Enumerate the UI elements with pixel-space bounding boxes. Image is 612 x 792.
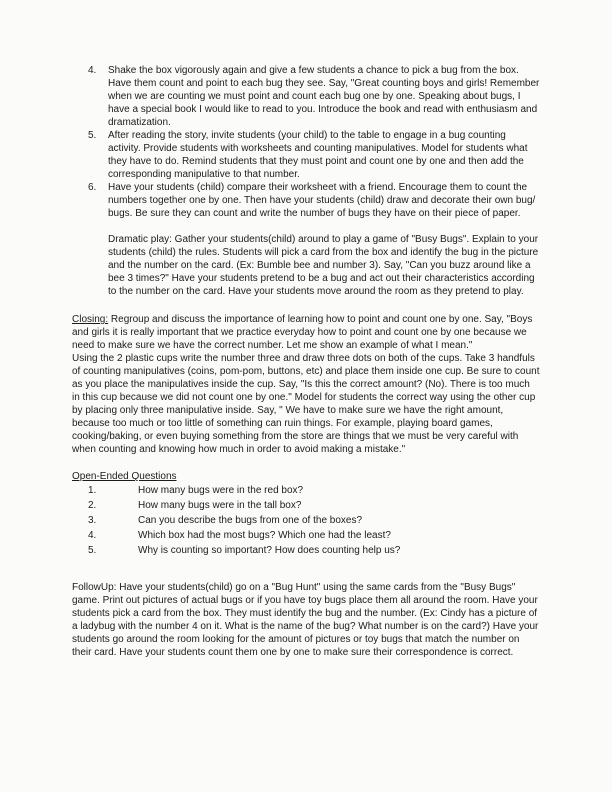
step-text: Have your students (child) compare their worksheet with a friend. Encourage them to count the numbers together one by one. Then have your students (child) draw and decorate their own bug/ bugs. Be sure they can count and write the number of bugs they have on their piece of paper.: [108, 182, 536, 219]
step-text: Shake the box vigorously again and give a few students a chance to pick a bug from the box. Have them count and point to each bug they see. Say, "Great counting boys and girls! Remember when we are counting we must point and count each bug one by one. Speaking about bugs, I have a special book I would like to read to you. Introduce the book and read with enthusiasm and dramatization.: [108, 65, 540, 128]
step-number: 5.: [88, 130, 97, 141]
question-row: [72, 528, 540, 543]
numbered-step: [88, 181, 540, 220]
question-number: 5.: [88, 545, 97, 556]
question-text: Which box had the most bugs? Which one had the least?: [138, 530, 391, 541]
document-content: [72, 64, 540, 659]
step-number: 4.: [88, 65, 97, 76]
open-ended-questions-heading: Open-Ended Questions: [72, 471, 177, 482]
closing-heading: Closing:: [72, 314, 109, 325]
followup-paragraph: FollowUp: Have your students(child) go on a "Bug Hunt" using the same cards from the "Busy Bugs" game. Print out pictures of actual bugs or if you have toy bugs place them all around the room. Have your students pick a card from the box. They must identify the bug and the number. (Ex: Cindy has a picture of a ladybug with the number 4 on it. What is the name of the bug? What number is on the card?) Have your students go around the room looking for the amount of pictures or toy bugs that match the number on their card. Have your students count them one by one to make sure their correspondence is correct.: [72, 582, 539, 658]
step-text: After reading the story, invite students (your child) to the table to engage in a bug counting activity. Provide students with worksheets and counting manipulatives. Model for students what they have to do. Remind students that they must point and count one by one and then add the corresponding manipulative to that number.: [108, 130, 528, 180]
closing-text: Regroup and discuss the importance of learning how to point and count one by one. Say, "Boys and girls it is really important that we practice everyday how to point and count one by one because we need to make sure we have the correct number. Let me show an example of what I mean.": [72, 314, 533, 351]
question-row: [72, 483, 540, 498]
question-row: [72, 498, 540, 513]
question-number: 4.: [88, 530, 97, 541]
question-number: 1.: [88, 485, 97, 496]
numbered-step: [88, 129, 540, 181]
question-text: Can you describe the bugs from one of the boxes?: [138, 515, 363, 526]
closing-paragraph: [72, 313, 540, 352]
numbered-step: [88, 64, 540, 129]
question-text: How many bugs were in the tall box?: [138, 500, 302, 511]
question-number: 2.: [88, 500, 97, 511]
step-number: 6.: [88, 182, 97, 193]
question-row: [72, 513, 540, 528]
question-number: 3.: [88, 515, 97, 526]
question-row: [72, 543, 540, 558]
question-text: Why is counting so important? How does counting help us?: [138, 545, 401, 556]
dramatic-play-paragraph: Dramatic play: Gather your students(child) around to play a game of "Busy Bugs". Explain to your students (child) the rules. Students will pick a card from the box and identify the bug in the picture and the number on the card. (Ex: Bumble bee and number 3). Say, "Can you buzz around like a bee 3 times?" Have your students pretend to be a bug and act out their characteristics according to the number on the card. Have your students move around the room as they pretend to play.: [108, 234, 539, 297]
closing-paragraph-continued: Using the 2 plastic cups write the number three and draw three dots on both of the cups. Take 3 handfuls of counting manipulatives (coins, pom-pom, buttons, etc) and place them inside one cup. Be sure to count as you place the manipulatives inside the cup. Say, "Is this the correct amount? (No). There is too much in this cup because we did not count one by one." Model for students the correct way using the other cup by placing only three manipulative inside. Say, " We have to make sure we have the right amount, because too much or too little of something can ruin things. For example, playing board games, cooking/baking, or even buying something from the store are things that we must be very careful with when counting and knowing how much in order to avoid making a mistake.": [72, 353, 540, 455]
question-text: How many bugs were in the red box?: [138, 485, 304, 496]
